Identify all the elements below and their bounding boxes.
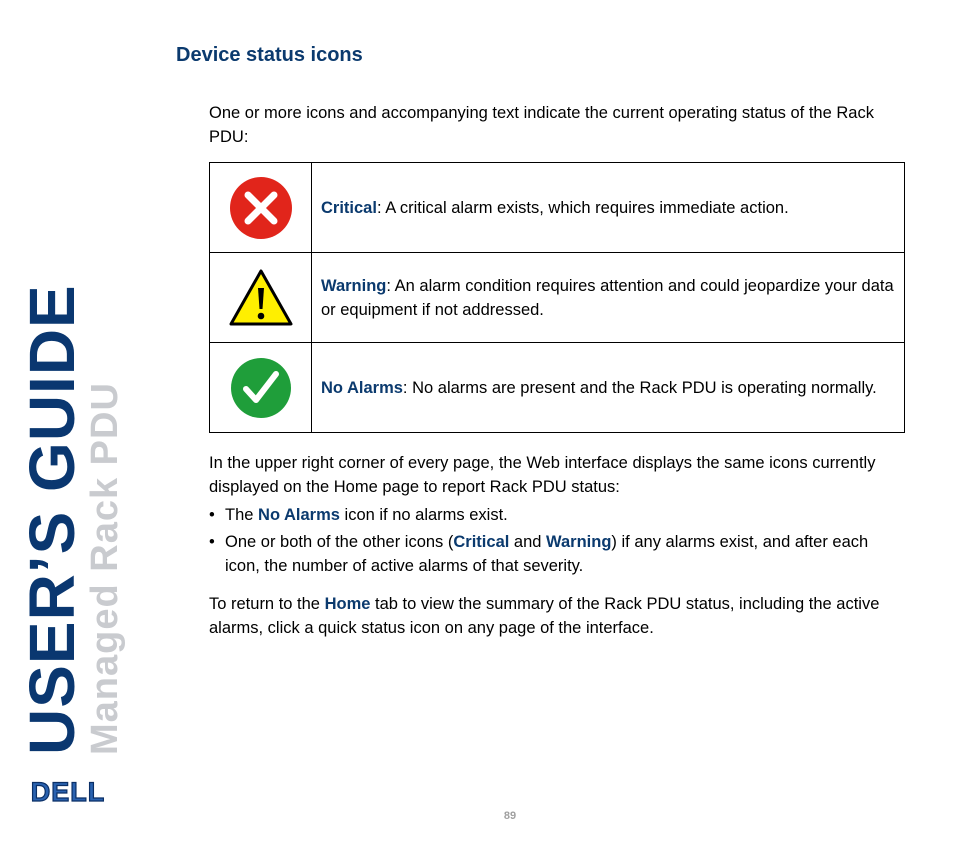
list-item: • One or both of the other icons (Critical and Warning) if any alarms exist, and after each icon, the number of active alarms of that severity. <box>209 533 869 575</box>
users-guide-side-title: USER’S GUIDE <box>16 284 88 755</box>
no-alarms-description: No Alarms: No alarms are present and the Rack PDU is operating normally. <box>312 343 905 433</box>
svg-text:DELL: DELL <box>30 777 106 806</box>
table-row <box>210 163 905 253</box>
product-side-title: Managed Rack PDU <box>84 382 126 755</box>
home-tab-paragraph: To return to the Home tab to view the summary of the Rack PDU status, including the active alarms, click a quick status icon on any page of the interface. <box>209 595 880 637</box>
table-row <box>210 343 905 433</box>
status-icon-table <box>209 162 905 433</box>
no-alarms-check-icon <box>230 357 292 419</box>
section-title: Device status icons <box>176 44 363 66</box>
no-alarms-label: No Alarms <box>321 378 403 397</box>
critical-description: Critical: A critical alarm exists, which requires immediate action. <box>312 163 905 253</box>
page-number: 89 <box>503 810 517 822</box>
bullet-list <box>209 503 899 581</box>
list-item: • The No Alarms icon if no alarms exist. <box>209 506 508 524</box>
table-row <box>210 253 905 343</box>
status-explanation-paragraph: In the upper right corner of every page, the Web interface displays the same icons currently displayed on the Home page to report Rack PDU status: <box>209 454 876 496</box>
warning-label: Warning <box>321 276 387 295</box>
critical-label: Critical <box>321 198 377 217</box>
dell-logo <box>24 776 112 806</box>
warning-description: Warning: An alarm condition requires attention and could jeopardize your data or equipment if not addressed. <box>312 253 905 343</box>
warning-triangle-icon <box>228 268 294 328</box>
intro-paragraph: One or more icons and accompanying text indicate the current operating status of the Rack PDU: <box>209 104 874 146</box>
critical-x-icon <box>229 176 293 240</box>
